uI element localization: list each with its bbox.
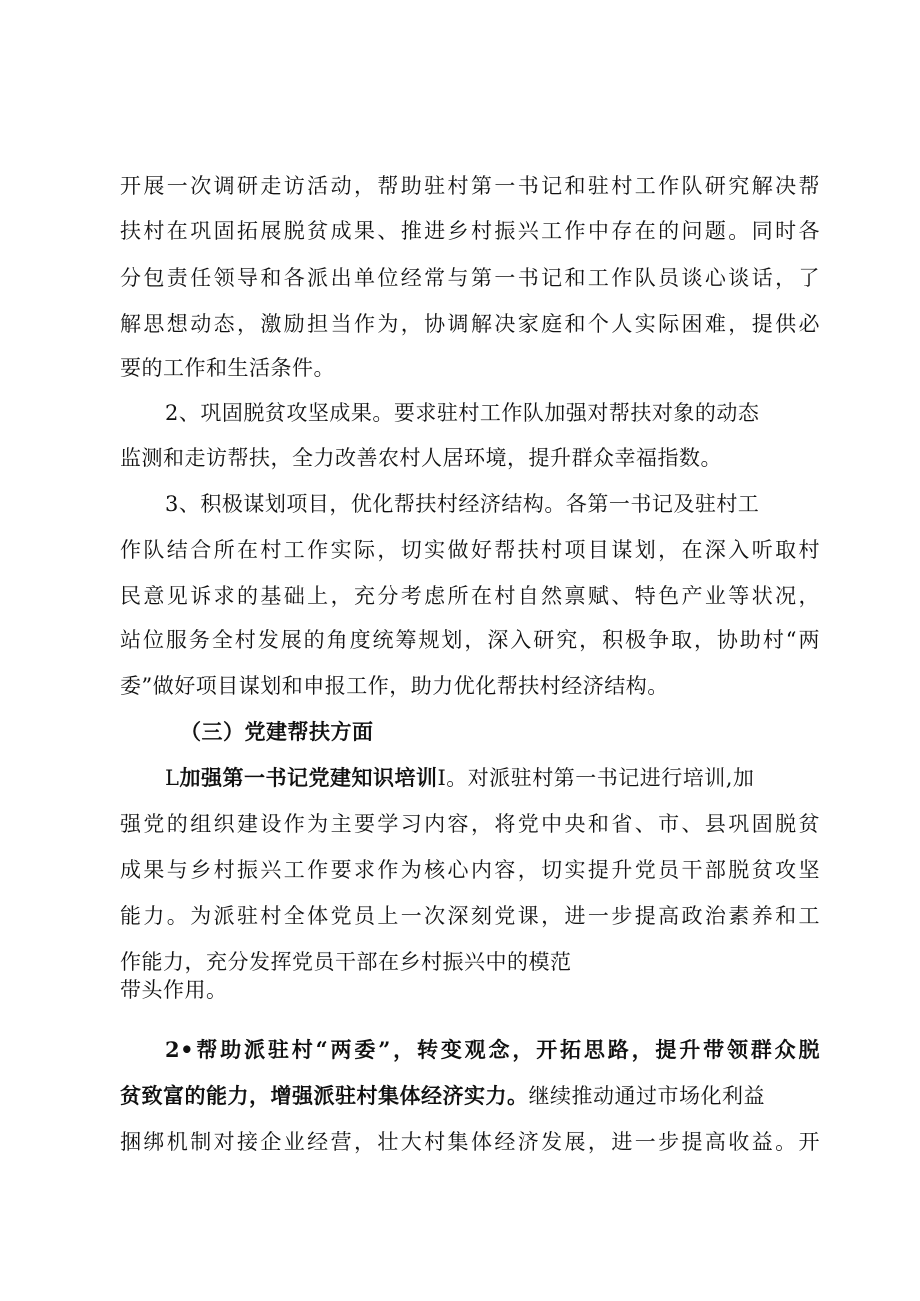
paragraph-line: 开展一次调研走访活动，帮助驻村第一书记和驻村工作队研究解决帮: [120, 174, 820, 198]
paragraph-line: 分包责任领导和各派出单位经常与第一书记和工作队员谈心谈话，了: [120, 266, 820, 290]
item-title: 2•帮助派驻村“两委”，转变观念，开拓思路，提升带领群众脱: [165, 1037, 820, 1062]
paragraph-line: 站位服务全村发展的角度统筹规划，深入研究，积极争取，协助村“两: [120, 628, 820, 652]
item-title: 贫致富的能力，增强派驻村集体经济实力。: [120, 1083, 529, 1108]
paragraph-line: 解思想动态，激励担当作为，协调解决家庭和个人实际困难，提供必: [120, 312, 820, 336]
item-text: 继续推动通过市场化利益: [528, 1084, 765, 1108]
section-heading: （三）党建帮扶方面: [180, 719, 374, 744]
paragraph-line: 监测和走访帮扶，全力改善农村人居环境，提升群众幸福指数。: [120, 446, 722, 470]
paragraph-line: 强党的组织建设作为主要学习内容，将党中央和省、市、县巩固脱贫: [120, 812, 820, 836]
paragraph-line: 民意见诉求的基础上，充分考虑所在村自然禀赋、特色产业等状况，: [120, 584, 820, 608]
paragraph-line: 作能力，充分发挥党员干部在乡村振兴中的模范: [120, 950, 572, 974]
paragraph-line: 要的工作和生活条件。: [120, 356, 335, 380]
list-marker: L: [165, 766, 180, 790]
paragraph-line: [120, 1081, 820, 1111]
paragraph-line: 能力。为派驻村全体党员上一次深刻党课，进一步提高政治素养和工: [120, 904, 820, 928]
paragraph-line: 2、巩固脱贫攻坚成果。要求驻村工作队加强对帮扶对象的动态: [165, 401, 760, 425]
paragraph-line: 作队结合所在村工作实际，切实做好帮扶村项目谋划，在深入听取村: [120, 538, 820, 562]
paragraph-line: 带头作用。: [120, 978, 228, 1002]
paragraph-line: 3、积极谋划项目，优化帮扶村经济结构。各第一书记及驻村工: [165, 492, 760, 516]
item-title: 加强第一书记党建知识培训: [179, 765, 438, 790]
paragraph-line: 成果与乡村振兴工作要求作为核心内容，切实提升党员干部脱贫攻坚: [120, 858, 820, 882]
item-text: I。对派驻村第一书记进行培训,加: [437, 766, 755, 790]
paragraph-line: [165, 763, 820, 793]
paragraph-line: 捆绑机制对接企业经营，壮大村集体经济发展，进一步提高收益。开: [120, 1130, 820, 1154]
paragraph-line: 委”做好项目谋划和申报工作，助力优化帮扶村经济结构。: [120, 674, 669, 698]
paragraph-line: 扶村在巩固拓展脱贫成果、推进乡村振兴工作中存在的问题。同时各: [120, 219, 820, 243]
